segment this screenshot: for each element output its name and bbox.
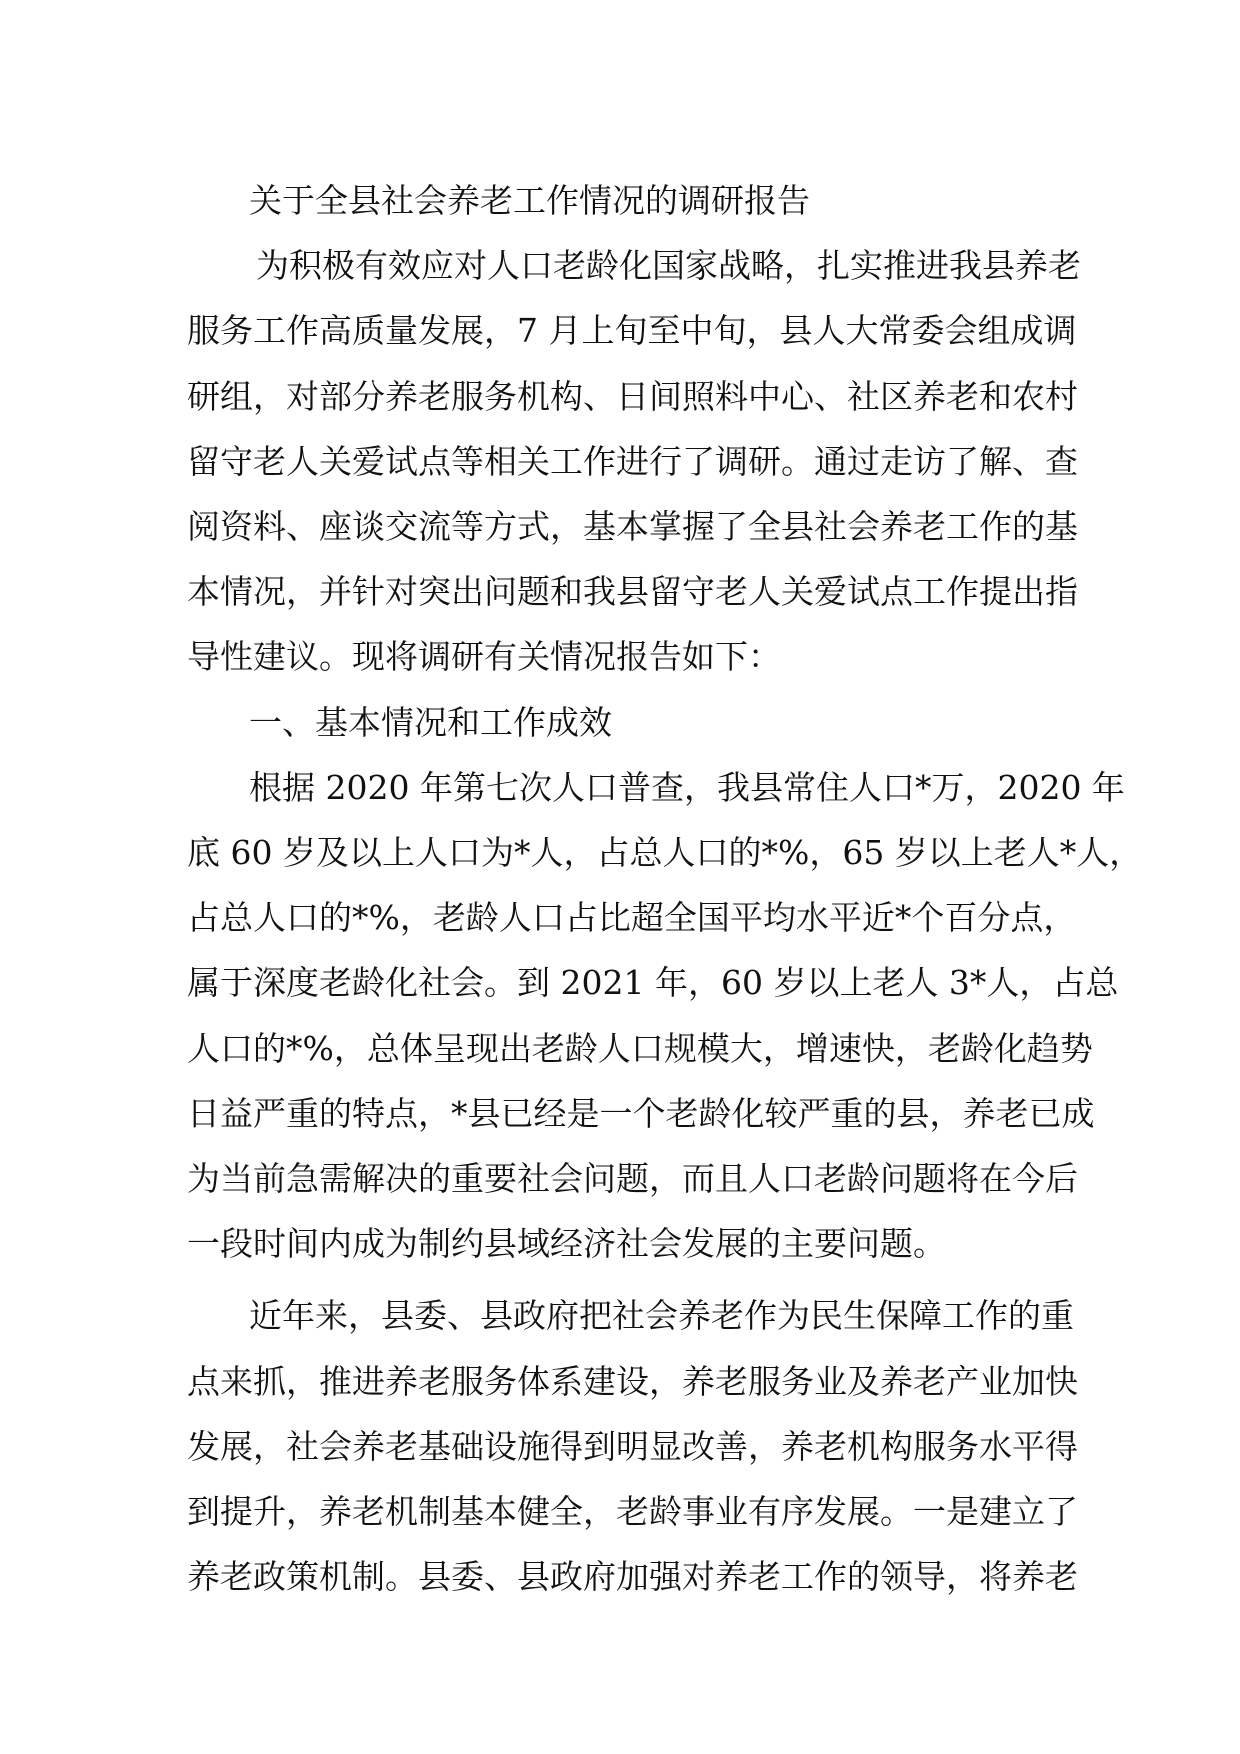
paragraph-line: 日益严重的特点，*县已经是一个老龄化较严重的县，养老已成 (187, 1093, 1095, 1133)
section-heading: 一、基本情况和工作成效 (249, 702, 612, 742)
paragraph-line: 近年来，县委、县政府把社会养老作为民生保障工作的重 (249, 1296, 1074, 1336)
paragraph-line: 一段时间内成为制约县域经济社会发展的主要问题。 (187, 1224, 946, 1264)
paragraph-recent-years (187, 1283, 1074, 1348)
paragraph-line: 为当前急需解决的重要社会问题，而且人口老龄问题将在今后 (187, 1159, 1078, 1199)
document-title: 关于全县社会养老工作情况的调研报告 (249, 181, 810, 220)
paragraph-line: 属于深度老龄化社会。到 2021 年，60 岁以上老人 3*人，占总 (187, 963, 1119, 1003)
paragraph-population (187, 755, 1125, 820)
paragraph-line: 人口的*%，总体呈现出老龄人口规模大，增速快，老龄化趋势 (187, 1028, 1093, 1068)
paragraph-line: 根据 2020 年第七次人口普查，我县常住人口*万，2020 年 (249, 767, 1125, 807)
paragraph-line: 导性建议。现将调研有关情况报告如下： (187, 637, 781, 677)
paragraph-line: 为积极有效应对人口老龄化国家战略，扎实推进我县养老 (256, 246, 1081, 286)
paragraph-intro-continued (187, 298, 1078, 689)
paragraph-line: 到提升，养老机制基本健全，老龄事业有序发展。一是建立了 (187, 1492, 1078, 1532)
paragraph-line: 本情况，并针对突出问题和我县留守老人关爱试点工作提出指 (187, 572, 1078, 612)
paragraph-line: 服务工作高质量发展，7 月上旬至中旬，县人大常委会组成调 (187, 311, 1077, 351)
paragraph-line: 点来抓，推进养老服务体系建设，养老服务业及养老产业加快 (187, 1361, 1078, 1401)
paragraph-line: 养老政策机制。县委、县政府加强对养老工作的领导，将养老 (187, 1557, 1078, 1597)
paragraph-intro (187, 233, 1081, 298)
paragraph-line: 占总人口的*%，老龄人口占比超全国平均水平近*个百分点， (187, 898, 1077, 938)
paragraph-spacer (187, 1276, 1067, 1283)
paragraph-line: 底 60 岁及以上人口为*人，占总人口的*%，65 岁以上老人*人， (187, 833, 1143, 873)
paragraph-recent-years-continued (187, 1349, 1078, 1610)
paragraph-line: 发展，社会养老基础设施得到明显改善，养老机构服务水平得 (187, 1426, 1078, 1466)
paragraph-line: 阅资料、座谈交流等方式，基本掌握了全县社会养老工作的基 (187, 507, 1078, 547)
document-body (187, 168, 1143, 1609)
paragraph-line: 研组，对部分养老服务机构、日间照料中心、社区养老和农村 (187, 376, 1078, 416)
paragraph-line: 留守老人关爱试点等相关工作进行了调研。通过走访了解、查 (187, 441, 1078, 481)
paragraph-population-continued (187, 820, 1143, 1276)
